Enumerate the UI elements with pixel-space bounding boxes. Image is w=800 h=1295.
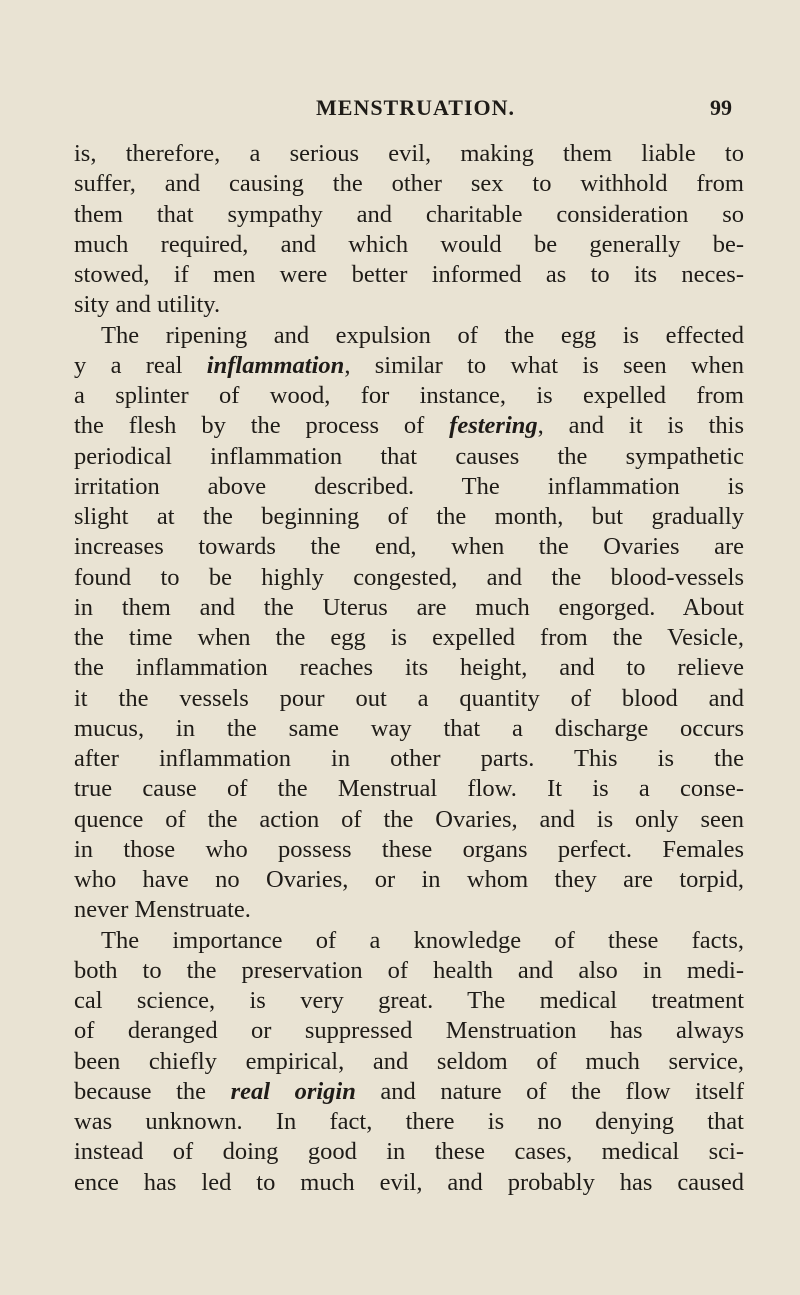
text-line: ence has led to much evil, and probably has caused	[74, 1168, 744, 1196]
text-line: is, therefore, a serious evil, making them liable to	[74, 140, 744, 167]
text-fragment: , and it is this	[537, 412, 744, 440]
text-line	[74, 411, 744, 441]
body-text	[74, 139, 744, 1198]
text-line: the time when the egg is expelled from the Vesicle,	[74, 624, 744, 651]
text-fragment: y a real	[74, 351, 207, 379]
text-fragment: because the	[74, 1077, 231, 1105]
text-line: slight at the beginning of the month, but gradually	[74, 503, 744, 530]
text-fragment: the flesh by the process of	[74, 412, 450, 440]
text-fragment: and nature of the flow itself	[355, 1077, 745, 1105]
text-line: much required, and which would be generally be-	[74, 230, 744, 258]
text-line: of deranged or suppressed Menstruation has always	[74, 1017, 744, 1045]
text-line: instead of doing good in these cases, medical sci-	[74, 1138, 744, 1166]
text-line: in those who possess these organs perfect. Females	[74, 835, 744, 863]
italic-term: real origin	[230, 1077, 356, 1105]
running-head-title: MENSTRUATION.	[316, 95, 516, 120]
text-line: irritation above described. The inflammation is	[74, 472, 744, 500]
text-line: cal science, is very great. The medical treatment	[74, 987, 744, 1014]
text-line: stowed, if men were better informed as to its neces-	[74, 261, 744, 288]
text-line: quence of the action of the Ovaries, and is only seen	[74, 805, 744, 833]
text-line: a splinter of wood, for instance, is expelled from	[74, 382, 744, 409]
text-fragment: , similar to what is seen when	[344, 351, 745, 379]
text-line: suffer, and causing the other sex to withhold from	[74, 170, 744, 198]
text-line: sity and utility.	[74, 291, 221, 319]
text-line: who have no Ovaries, or in whom they are torpid,	[74, 866, 744, 893]
text-line: true cause of the Menstrual flow. It is a conse-	[74, 775, 744, 803]
text-line: after inflammation in other parts. This is the	[74, 745, 744, 772]
text-line: the inflammation reaches its height, and to relieve	[74, 654, 744, 682]
text-line: both to the preservation of health and also in medi-	[74, 956, 744, 984]
text-line: it the vessels pour out a quantity of blood and	[74, 684, 744, 712]
text-line	[74, 351, 744, 381]
text-line: never Menstruate.	[74, 896, 251, 924]
running-head	[0, 95, 800, 129]
page-number: 99	[710, 95, 732, 120]
text-line	[74, 1077, 744, 1107]
italic-term: inflammation	[206, 351, 345, 379]
text-line: was unknown. In fact, there is no denying that	[74, 1108, 744, 1135]
text-line: in them and the Uterus are much engorged. About	[74, 593, 744, 621]
italic-term: festering	[449, 412, 538, 440]
text-line: periodical inflammation that causes the sympathetic	[74, 442, 744, 470]
text-line: them that sympathy and charitable consideration so	[74, 200, 744, 228]
text-line: The ripening and expulsion of the egg is effected	[101, 321, 744, 349]
text-line: increases towards the end, when the Ovaries are	[74, 533, 744, 561]
text-line: been chiefly empirical, and seldom of much service,	[74, 1047, 744, 1075]
text-line: mucus, in the same way that a discharge occurs	[74, 714, 744, 742]
text-line: found to be highly congested, and the blood-vessels	[74, 563, 744, 591]
text-line: The importance of a knowledge of these facts,	[101, 926, 744, 954]
